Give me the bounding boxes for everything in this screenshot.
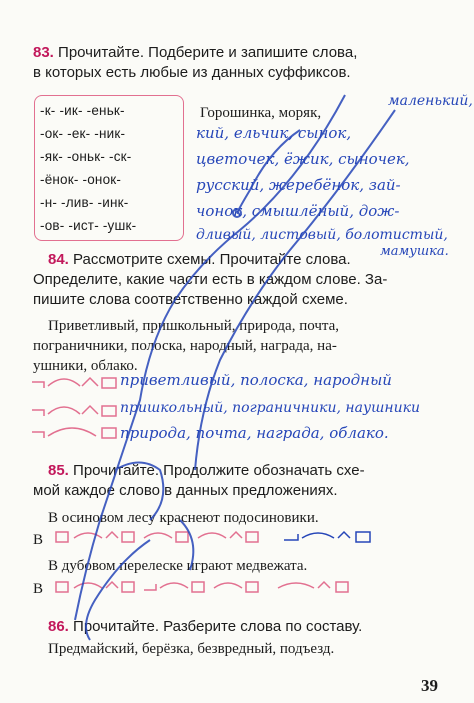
- ex84-instruction-line2: Определите, какие части есть в каждом слове. За-: [33, 271, 388, 288]
- ex83-handwritten-2: кий, ельчик, сынок,: [196, 124, 352, 142]
- ex84-words-line2: пограничники, полоска, народный, награда, на-: [33, 338, 337, 354]
- ex83-printed-words: Горошинка, моряк,: [200, 105, 322, 121]
- ex85-instruction-line2: мой каждое слово в данных предложениях.: [33, 482, 338, 499]
- ex83-instruction-line1: Прочитайте. Подберите и запишите слова,: [58, 44, 358, 61]
- ex84-answer-3: природа, почта, награда, облако.: [120, 424, 389, 442]
- ex83-handwritten-4: русский, жеребёнок, зай-: [196, 176, 401, 194]
- page-number: 39: [421, 676, 438, 695]
- ex84-answer-2: пришкольный, пограничники, наушники: [120, 400, 420, 416]
- suffix-row-5: -н- -лив- -инк-: [40, 195, 129, 210]
- ex83-handwritten-3: цветочек, ёжик, сыночек,: [196, 150, 410, 168]
- ex86-number: 86.: [48, 618, 69, 635]
- suffix-row-6: -ов- -ист- -ушк-: [40, 218, 137, 233]
- ex85-instruction-line1: Прочитайте. Продолжите обозначать схе-: [73, 462, 365, 479]
- ex85-sentence1: В осиновом лесу краснеют подосиновики.: [48, 510, 319, 526]
- ex83-handwritten-7: мамушка.: [380, 244, 449, 259]
- ex83-number: 83.: [33, 44, 54, 61]
- ex86-words: Предмайский, берёзка, безвредный, подъезд.: [48, 641, 335, 657]
- ex84-instruction-line3: пишите слова соответственно каждой схеме.: [33, 291, 348, 308]
- ex84-number: 84.: [48, 251, 69, 268]
- ex84-answer-1: приветливый, полоска, народный: [120, 371, 392, 389]
- suffix-row-3: -як- -оньк- -ск-: [40, 149, 132, 164]
- ex83-handwritten-1: маленький,: [388, 93, 473, 109]
- ex83-handwritten-5: чонок, смышлёный, дож-: [196, 202, 400, 220]
- ex83-handwritten-6: дливый, листовый, болотистый,: [196, 227, 448, 243]
- suffix-row-1: -к- -ик- -еньк-: [40, 103, 125, 118]
- ex84-words-line3: ушники, облако.: [33, 358, 138, 374]
- ex85-letter1: В: [33, 532, 44, 548]
- ex85-number: 85.: [48, 462, 69, 479]
- suffix-row-4: -ёнок- -онок-: [40, 172, 122, 187]
- suffix-row-2: -ок- -ек- -ник-: [40, 126, 126, 141]
- ex85-letter2: В: [33, 581, 44, 597]
- ex85-sentence2: В дубовом перелеске играют медвежата.: [48, 558, 308, 574]
- ex83-instruction-line2: в которых есть любые из данных суффиксов.: [33, 64, 351, 81]
- ex86-instruction-line1: Прочитайте. Разберите слова по составу.: [73, 618, 363, 635]
- ex84-instruction-line1: Рассмотрите схемы. Прочитайте слова.: [73, 251, 351, 268]
- ex84-words-line1: Приветливый, пришкольный, природа, почта,: [48, 318, 340, 334]
